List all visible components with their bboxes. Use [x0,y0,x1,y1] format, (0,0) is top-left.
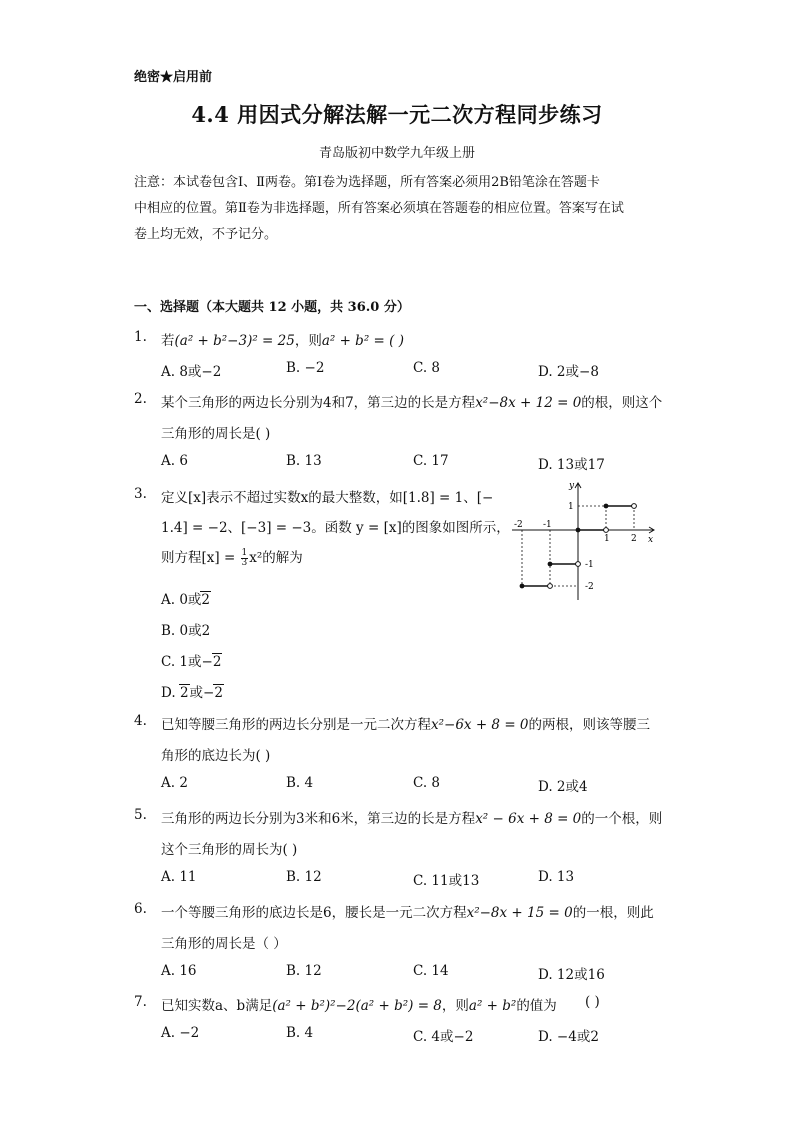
option-a[interactable]: A. 0或2 [161,592,211,608]
option-a[interactable]: A. 6 [161,453,188,469]
option-d[interactable]: D. 2或−2 [161,685,223,701]
equation: (a² + b²−3)² = 25 [174,333,295,349]
option-b[interactable]: B. 4 [286,1025,314,1041]
question-stem: 某个三角形的两边长分别为4和7，第三边的长是方程x²−8x + 12 = 0的根，则这个 [161,395,663,411]
sqrt: 2 [214,685,223,701]
secret-label: 绝密★启用前 [134,70,213,85]
question-stem: 定义[x]表示不超过实数x的最大整数，如[1.8] = 1、[− [161,490,494,506]
question-number: 2. [134,391,147,407]
option-b[interactable]: B. 13 [286,453,322,469]
sqrt: 2 [179,685,189,701]
x-axis-label: x [648,535,654,545]
option-c[interactable]: C. 4或−2 [413,1029,474,1045]
page-title: 4.4 用因式分解法解一元二次方程同步练习 [191,102,603,127]
question-number: 7. [134,994,147,1010]
question-number: 1. [134,329,147,345]
option-c[interactable]: C. 11或13 [413,873,480,889]
y-tick-label: 1 [568,502,574,512]
closed-point [520,584,525,589]
option-c[interactable]: C. 8 [413,360,441,376]
question-stem: 已知等腰三角形的两边长分别是一元二次方程x²−6x + 8 = 0的两根，则该等腰三 [161,717,651,733]
x-tick-label: 2 [631,534,637,544]
option-b[interactable]: B. 0或2 [161,623,211,639]
open-point [604,528,609,533]
closed-point [548,562,553,567]
option-d[interactable]: D. 13 [538,869,575,885]
equation: x²−6x + 8 = 0 [431,717,529,733]
open-point [548,584,553,589]
equation: a² + b² = ( ) [321,333,404,349]
option-d[interactable]: D. 12或16 [538,967,605,983]
equation: x²−8x + 15 = 0 [466,905,573,921]
option-a[interactable]: A. 8或−2 [161,364,222,380]
option-a[interactable]: A. 16 [161,963,197,979]
question-stem: 一个等腰三角形的底边长是6，腰长是一元二次方程x²−8x + 15 = 0的一根，则此 [161,905,654,921]
equation: a² + b² [468,998,517,1014]
page-subtitle: 青岛版初中数学九年级上册 [318,146,475,161]
x-tick-label: -2 [514,520,523,530]
option-b[interactable]: B. −2 [286,360,325,376]
floor-function-graph [508,478,658,603]
option-b[interactable]: B. 4 [286,775,314,791]
notice-line: 卷上均无效，不予记分。 [134,227,278,242]
section-title: 一、选择题（本大题共 12 小题，共 36.0 分） [134,300,410,315]
equation: x²−8x + 12 = 0 [475,395,582,411]
notice-line: 中相应的位置。第Ⅱ卷为非选择题，所有答案必须填在答题卷的相应位置。答案写在试 [134,201,624,216]
x-tick-label: 1 [604,534,610,544]
closed-point [576,528,581,533]
answer-paren: ( ) [585,994,600,1010]
question-stem: 三角形的周长是（ ） [161,936,287,952]
option-c[interactable]: C. 8 [413,775,441,791]
equation: x² − 6x + 8 = 0 [475,811,582,827]
y-tick-label: -1 [585,560,594,570]
option-c[interactable]: C. 1或−2 [161,654,222,670]
option-c[interactable]: C. 14 [413,963,449,979]
question-number: 5. [134,807,147,823]
sqrt: 2 [201,592,211,608]
option-d[interactable]: D. 2或4 [538,779,588,795]
option-d[interactable]: D. −4或2 [538,1029,599,1045]
open-point [576,562,581,567]
fraction: $\frac{1}{3}$ [241,548,248,568]
y-tick-label: -2 [585,582,594,592]
question-number: 6. [134,901,147,917]
equation: (a² + b²)²−2(a² + b²) = 8 [272,998,442,1014]
closed-point [604,504,609,509]
option-a[interactable]: A. 11 [161,869,197,885]
y-axis-label: y [569,481,575,491]
sqrt: 2 [212,654,222,670]
question-stem: 则方程[x] = $\frac{1}{3}$ x²的解为 [161,548,303,568]
option-c[interactable]: C. 17 [413,453,449,469]
option-d[interactable]: D. 2或−8 [538,364,599,380]
option-b[interactable]: B. 12 [286,963,322,979]
option-a[interactable]: A. −2 [161,1025,200,1041]
question-stem: 三角形的周长是( ) [161,426,271,442]
question-stem: 三角形的两边长分别为3米和6米，第三边的长是方程x² − 6x + 8 = 0的一个根，则 [161,811,663,827]
notice-line: 注意：本试卷包含Ⅰ、Ⅱ两卷。第Ⅰ卷为选择题，所有答案必须用2B铅笔涂在答题卡 [134,175,600,190]
open-point [632,504,637,509]
option-b[interactable]: B. 12 [286,869,322,885]
exam-notice [134,170,668,248]
question-stem: 已知实数a、b满足(a² + b²)²−2(a² + b²) = 8，则a² + b²的值为 [161,998,557,1014]
question-stem: 1.4] = −2、[−3] = −3。函数 y = [x]的图象如图所示， [161,520,510,536]
question-stem: 这个三角形的周长为( ) [161,842,298,858]
question-stem: 若(a² + b²−3)² = 25，则a² + b² = ( ) [161,333,404,349]
question-stem: 角形的底边长为( ) [161,748,271,764]
question-number: 4. [134,713,147,729]
question-number: 3. [134,486,147,502]
option-a[interactable]: A. 2 [161,775,188,791]
option-d[interactable]: D. 13或17 [538,457,605,473]
x-tick-label: -1 [543,520,552,530]
